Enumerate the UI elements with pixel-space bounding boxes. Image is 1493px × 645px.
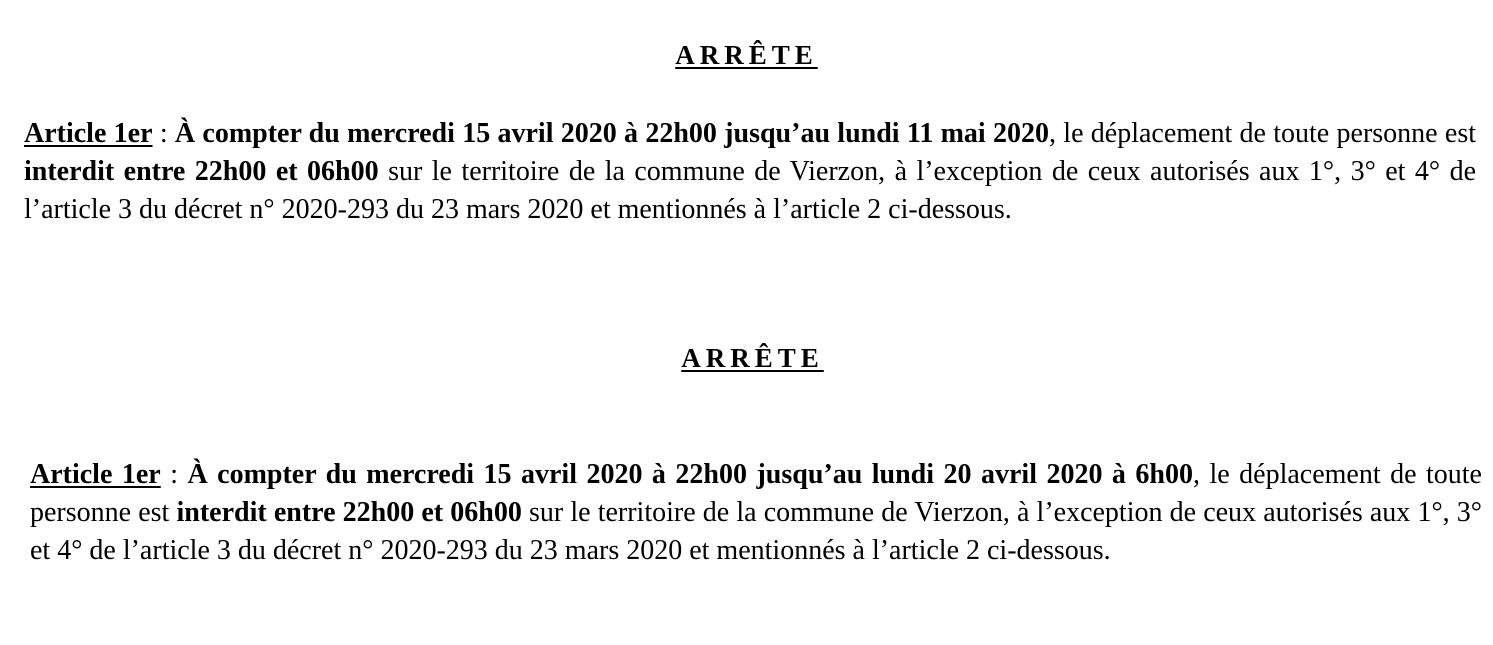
- article-2-text-b: sur le territoire de la commune de Vierzon, à l’exception de ceux autorisés aux 1°, 3° et 4° de l’article 3 du décret n° 2020-293 du 23 mars 2020 et mentionnés à l’article 2 ci-dessous.: [30, 497, 1482, 566]
- article-1-text-a: , le déplacement de toute personne est: [1049, 118, 1476, 149]
- decree-heading-1-text: ARRÊTE: [675, 40, 818, 70]
- article-2-separator: :: [160, 459, 188, 490]
- article-1-text-b: sur le territoire de la commune de Vierzon, à l’exception de ceux autorisés aux 1°, 3° et 4° de l’article 3 du décret n° 2020-293 du 23 mars 2020 et mentionnés à l’article 2 ci-dessous.: [24, 156, 1476, 225]
- article-1-paragraph: [24, 115, 1476, 229]
- article-1-label: Article 1er: [24, 118, 153, 149]
- article-2-paragraph: [30, 456, 1482, 570]
- article-2-text-a: , le déplacement de toute personne est: [30, 459, 1482, 528]
- decree-heading-2: [6, 343, 1493, 373]
- decree-heading-1: [0, 40, 1493, 70]
- article-1-separator: :: [152, 118, 175, 149]
- article-2-period: À compter du mercredi 15 avril 2020 à 22h00 jusqu’au lundi 20 avril 2020 à 6h00: [187, 459, 1193, 490]
- article-1-curfew-hours: interdit entre 22h00 et 06h00: [24, 156, 379, 187]
- article-2-label: Article 1er: [30, 459, 161, 490]
- article-1-period: À compter du mercredi 15 avril 2020 à 22h00 jusqu’au lundi 11 mai 2020: [174, 118, 1049, 149]
- article-2-curfew-hours: interdit entre 22h00 et 06h00: [176, 497, 522, 528]
- decree-heading-2-text: ARRÊTE: [681, 343, 824, 373]
